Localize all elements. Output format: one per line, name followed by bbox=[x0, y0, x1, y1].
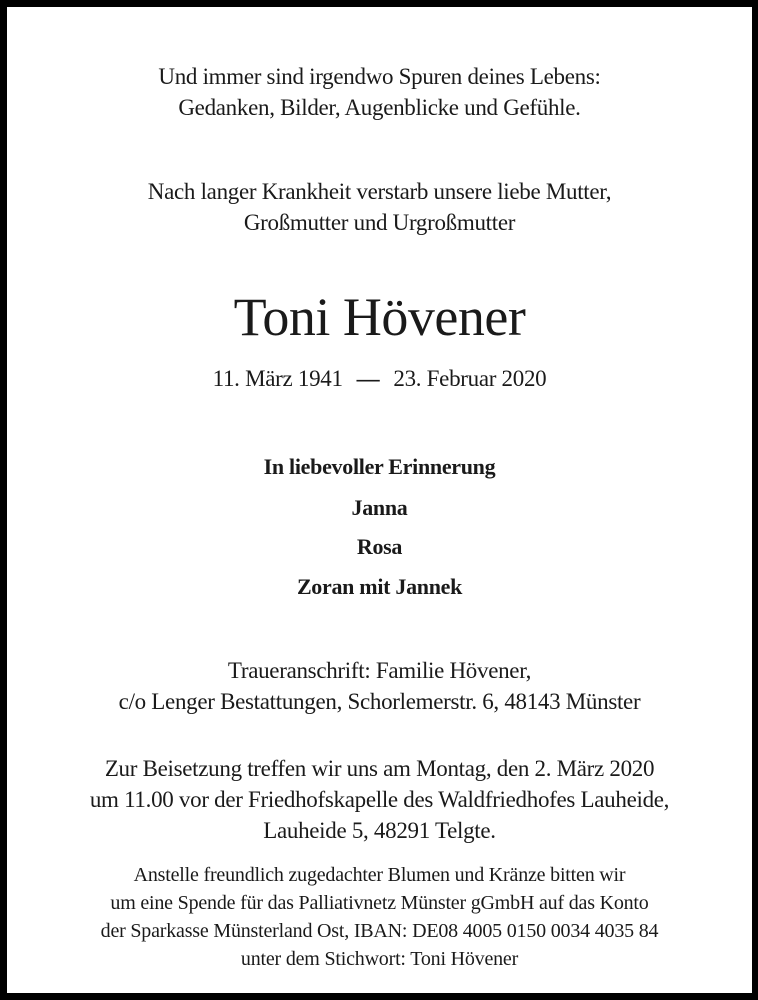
poem-line: Gedanken, Bilder, Augenblicke und Gefühle. bbox=[178, 95, 581, 120]
birth-date: 11. März 1941 bbox=[212, 366, 343, 391]
mourner-name: Rosa bbox=[356, 534, 403, 559]
address-line: Traueranschrift: Familie Hövener, bbox=[227, 658, 532, 683]
mourner-name: Janna bbox=[351, 495, 408, 520]
mourners-heading: In liebevoller Erinnerung bbox=[263, 454, 496, 479]
donation-line: unter dem Stichwort: Toni Hövener bbox=[240, 948, 519, 970]
poem-line: Und immer sind irgendwo Spuren deines Lebens: bbox=[158, 64, 601, 89]
mourner-name: Zoran mit Jannek bbox=[296, 574, 463, 599]
deceased-name: Toni Hövener bbox=[233, 287, 526, 347]
funeral-line: Lauheide 5, 48291 Telgte. bbox=[263, 818, 496, 843]
intro-line: Nach langer Krankheit verstarb unsere liebe Mutter, bbox=[147, 179, 612, 204]
intro-line: Großmutter und Urgroßmutter bbox=[243, 210, 516, 235]
obituary-notice bbox=[7, 7, 752, 993]
death-date: 23. Februar 2020 bbox=[393, 366, 547, 391]
funeral-line: um 11.00 vor der Friedhofskapelle des Waldfriedhofes Lauheide, bbox=[89, 787, 670, 812]
donation-line: Anstelle freundlich zugedachter Blumen und Kränze bitten wir bbox=[133, 864, 626, 886]
address-line: c/o Lenger Bestattungen, Schorlemerstr. 6, 48143 Münster bbox=[118, 689, 641, 714]
funeral-line: Zur Beisetzung treffen wir uns am Montag, den 2. März 2020 bbox=[104, 756, 655, 781]
date-separator: — bbox=[356, 366, 380, 391]
donation-line: um eine Spende für das Palliativnetz Münster gGmbH auf das Konto bbox=[110, 892, 649, 914]
donation-line: der Sparkasse Münsterland Ost, IBAN: DE08 4005 0150 0034 4035 84 bbox=[100, 920, 659, 942]
life-dates bbox=[7, 367, 752, 390]
